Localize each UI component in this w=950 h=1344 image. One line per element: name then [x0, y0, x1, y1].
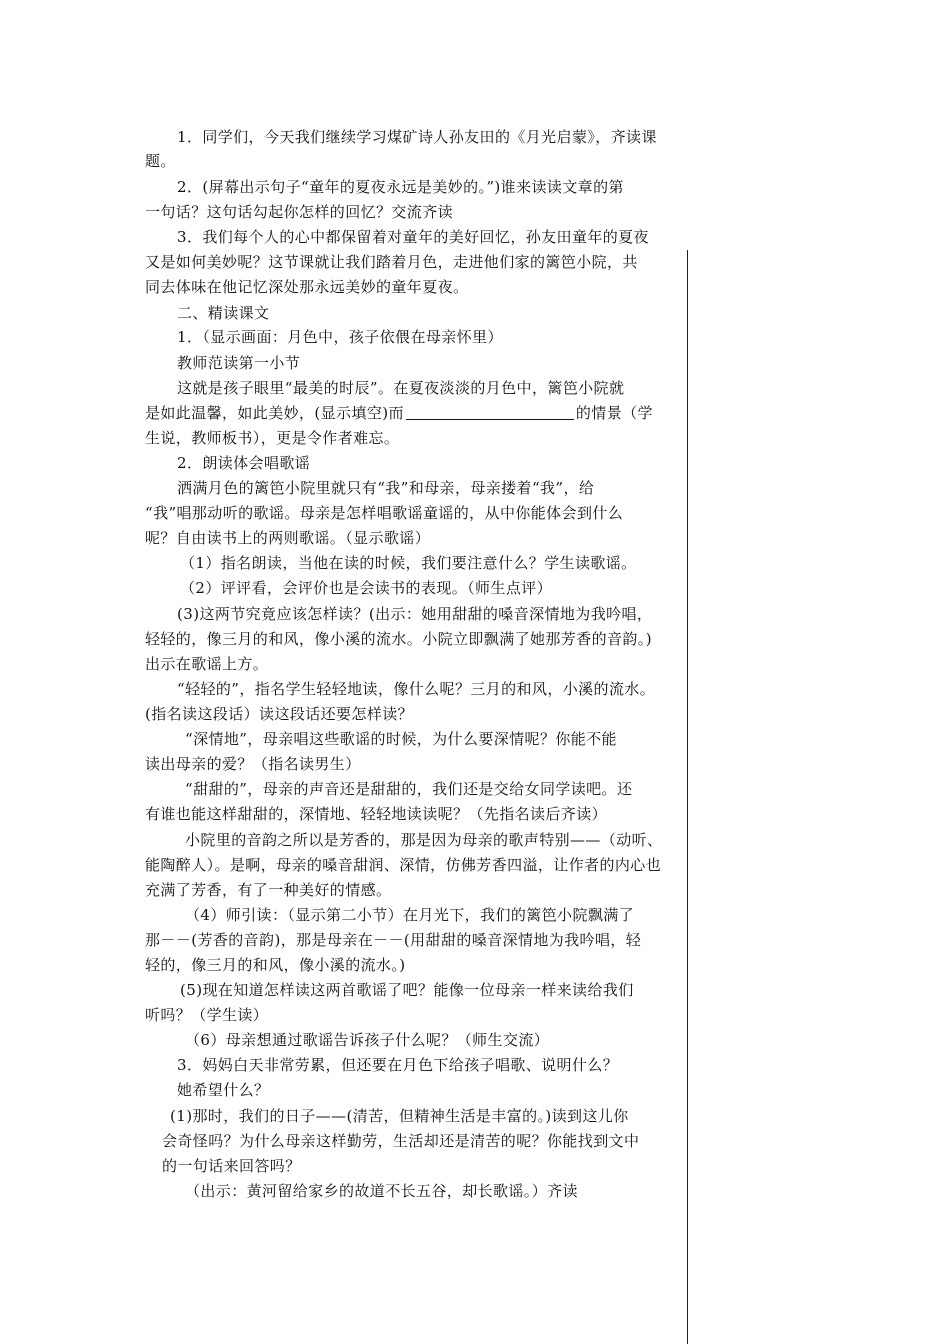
text-line: “甜甜的”，母亲的声音还是甜甜的，我们还是交给女同学读吧。还: [185, 780, 633, 798]
text-line: 一句话？这句话勾起你怎样的回忆？交流齐读: [145, 203, 454, 221]
text-line: (3)这两节究竟应该怎样读？(出示：她用甜甜的嗓音深情地为我吟唱，: [177, 605, 653, 623]
text-line: 那－－(芳香的音韵)，那是母亲在－－(用甜甜的嗓音深情地为我吟唱，轻: [145, 931, 642, 949]
text-line: （2）评评看，会评价也是会读书的表现。（师生点评）: [180, 579, 553, 597]
text-line: 会奇怪吗？为什么母亲这样勤劳，生活却还是清苦的呢？你能找到文中: [162, 1132, 640, 1150]
text-line: 读出母亲的爱？（指名读男生）: [145, 755, 361, 773]
text-line: (5)现在知道怎样读这两首歌谣了吧？能像一位母亲一样来读给我们: [180, 981, 634, 999]
text-line: 轻轻的，像三月的和风，像小溪的流水。小院立即飘满了她那芳香的音韵。): [145, 630, 652, 648]
text-line: 轻的，像三月的和风，像小溪的流水。): [145, 956, 406, 974]
text-line: 2．(屏幕出示句子“童年的夏夜永远是美妙的。”)谁来读读文章的第: [177, 178, 624, 196]
text-line: 这就是孩子眼里“最美的时辰”。在夏夜淡淡的月色中，篱笆小院就: [177, 379, 625, 397]
text-line: 题。: [145, 152, 176, 170]
text-line: （1）指名朗读，当他在读的时候，我们要注意什么？学生读歌谣。: [180, 554, 637, 572]
fill-blank-prefix: 是如此温馨，如此美妙，(显示填空)而: [145, 404, 404, 422]
text-line: 3．妈妈白天非常劳累，但还要在月色下给孩子唱歌、说明什么？: [177, 1056, 619, 1074]
text-line: 出示在歌谣上方。: [145, 655, 269, 673]
text-line: 她希望什么？: [177, 1081, 270, 1099]
section-heading: 二、精读课文: [177, 304, 270, 322]
text-line: 生说，教师板书），更是令作者难忘。: [145, 429, 400, 447]
text-line: 又是如何美妙呢？这节课就让我们踏着月色，走进他们家的篱笆小院，共: [145, 253, 638, 271]
text-line: 2．朗读体会唱歌谣: [177, 454, 311, 472]
text-line: 1．同学们，今天我们继续学习煤矿诗人孙友田的《月光启蒙》，齐读课: [177, 128, 657, 146]
margin-vertical-rule: [687, 250, 688, 1344]
text-line: 洒满月色的篱笆小院里就只有“我”和母亲，母亲搂着“我”，给: [177, 479, 595, 497]
text-line: 同去体味在他记忆深处那永远美妙的童年夏夜。: [145, 278, 469, 296]
text-line: 能陶醉人）。是啊，母亲的嗓音甜润、深情，仿佛芳香四溢，让作者的内心也: [145, 856, 662, 874]
text-line: “轻轻的”，指名学生轻轻地读，像什么呢？三月的和风，小溪的流水。: [177, 680, 656, 698]
text-line: [145, 404, 653, 422]
text-line: 的一句话来回答吗？: [162, 1157, 301, 1175]
fill-in-blank: [406, 405, 574, 420]
text-line: 小院里的音韵之所以是芳香的，那是因为母亲的歌声特别——（动听、: [185, 831, 663, 849]
text-line: “深情地”，母亲唱这些歌谣的时候，为什么要深情呢？你能不能: [185, 730, 617, 748]
text-line: (1)那时，我们的日子——(清苦，但精神生活是丰富的。)读到这儿你: [170, 1107, 629, 1125]
fill-blank-suffix: 的情景（学: [575, 404, 653, 422]
text-line: （6）母亲想通过歌谣告诉孩子什么呢？（师生交流）: [185, 1031, 550, 1049]
text-line: 3．我们每个人的心中都保留着对童年的美好回忆，孙友田童年的夏夜: [177, 228, 649, 246]
text-line: 听吗？（学生读）: [145, 1006, 269, 1024]
text-line: （出示：黄河留给家乡的故道不长五谷，却长歌谣。）齐读: [185, 1182, 578, 1200]
text-line: 呢？自由读书上的两则歌谣。（显示歌谣）: [145, 529, 431, 547]
text-line: 充满了芳香，有了一种美好的情感。: [145, 881, 392, 899]
text-line: 1．（显示画面：月色中，孩子依偎在母亲怀里）: [177, 328, 503, 346]
text-line: “我”唱那动听的歌谣。母亲是怎样唱歌谣童谣的，从中你能体会到什么: [145, 504, 624, 522]
text-line: 教师范读第一小节: [177, 354, 301, 372]
text-line: (指名读这段话）读这段话还要怎样读？: [145, 705, 414, 723]
text-line: （4）师引读：（显示第二小节）在月光下，我们的篱笆小院飘满了: [185, 906, 635, 924]
text-line: 有谁也能这样甜甜的，深情地、轻轻地读读呢？（先指名读后齐读）: [145, 805, 608, 823]
